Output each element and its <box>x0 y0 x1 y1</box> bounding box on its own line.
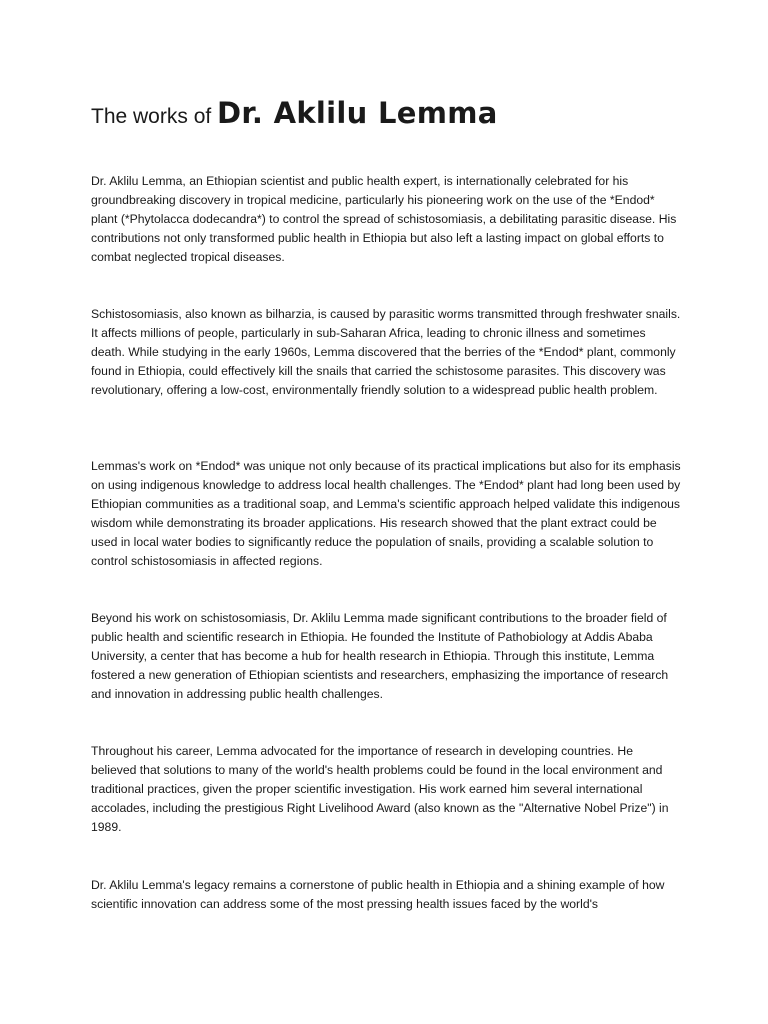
paragraph-legacy: Dr. Aklilu Lemma's legacy remains a cornerstone of public health in Ethiopia and a shining example of how scientific innovation can address some of the most pressing health issues faced by the world's <box>91 878 665 911</box>
paragraph-institute: Beyond his work on schistosomiasis, Dr. Aklilu Lemma made significant contributions to the broader field of public health and scientific research in Ethiopia. He founded the Institute of Pathobiology at Addis Ababa University, a center that has become a hub for health research in Ethiopia. Through this institute, Lemma fostered a new generation of Ethiopian scientists and researchers, emphasizing the importance of research and innovation in addressing public health challenges. <box>91 611 669 701</box>
paragraph-career: Throughout his career, Lemma advocated for the importance of research in developing countries. He believed that solutions to many of the world's health problems could be found in the local environment and traditional practices, given the proper scientific investigation. His work earned him several international accolades, including the prestigious Right Livelihood Award (also known as the "Alternative Nobel Prize") in 1989. <box>91 744 669 834</box>
paragraph-endod: Lemmas's work on *Endod* was unique not only because of its practical implications but also for its emphasis on using indigenous knowledge to address local health challenges. The *Endod* plant had long been used by Ethiopian communities as a traditional soap, and Lemma's scientific approach helped validate this indigenous wisdom while demonstrating its broader applications. His research showed that the plant extract could be used in local water bodies to significantly reduce the population of snails, providing a scalable solution to control schistosomiasis in affected regions. <box>91 459 681 568</box>
title-name: Dr. Aklilu Lemma <box>217 96 498 130</box>
document-title <box>91 88 681 141</box>
paragraph-intro: Dr. Aklilu Lemma, an Ethiopian scientist and public health expert, is internationally celebrated for his groundbreaking discovery in tropical medicine, particularly his pioneering work on the use of the *Endod* plant (*Phytolacca dodecandra*) to control the spread of schistosomiasis, a debilitating parasitic disease. His contributions not only transformed public health in Ethiopia but also left a lasting impact on global efforts to combat neglected tropical diseases. <box>91 174 677 264</box>
title-prefix: The works of <box>91 105 218 128</box>
document-page <box>91 88 681 911</box>
paragraph-schistosomiasis: Schistosomiasis, also known as bilharzia, is caused by parasitic worms transmitted through freshwater snails. It affects millions of people, particularly in sub-Saharan Africa, leading to chronic illness and sometimes death. While studying in the early 1960s, Lemma discovered that the berries of the *Endod* plant, commonly found in Ethiopia, could effectively kill the snails that carried the schistosome parasites. This discovery was revolutionary, offering a low-cost, environmentally friendly solution to a widespread public health problem. <box>91 307 681 397</box>
